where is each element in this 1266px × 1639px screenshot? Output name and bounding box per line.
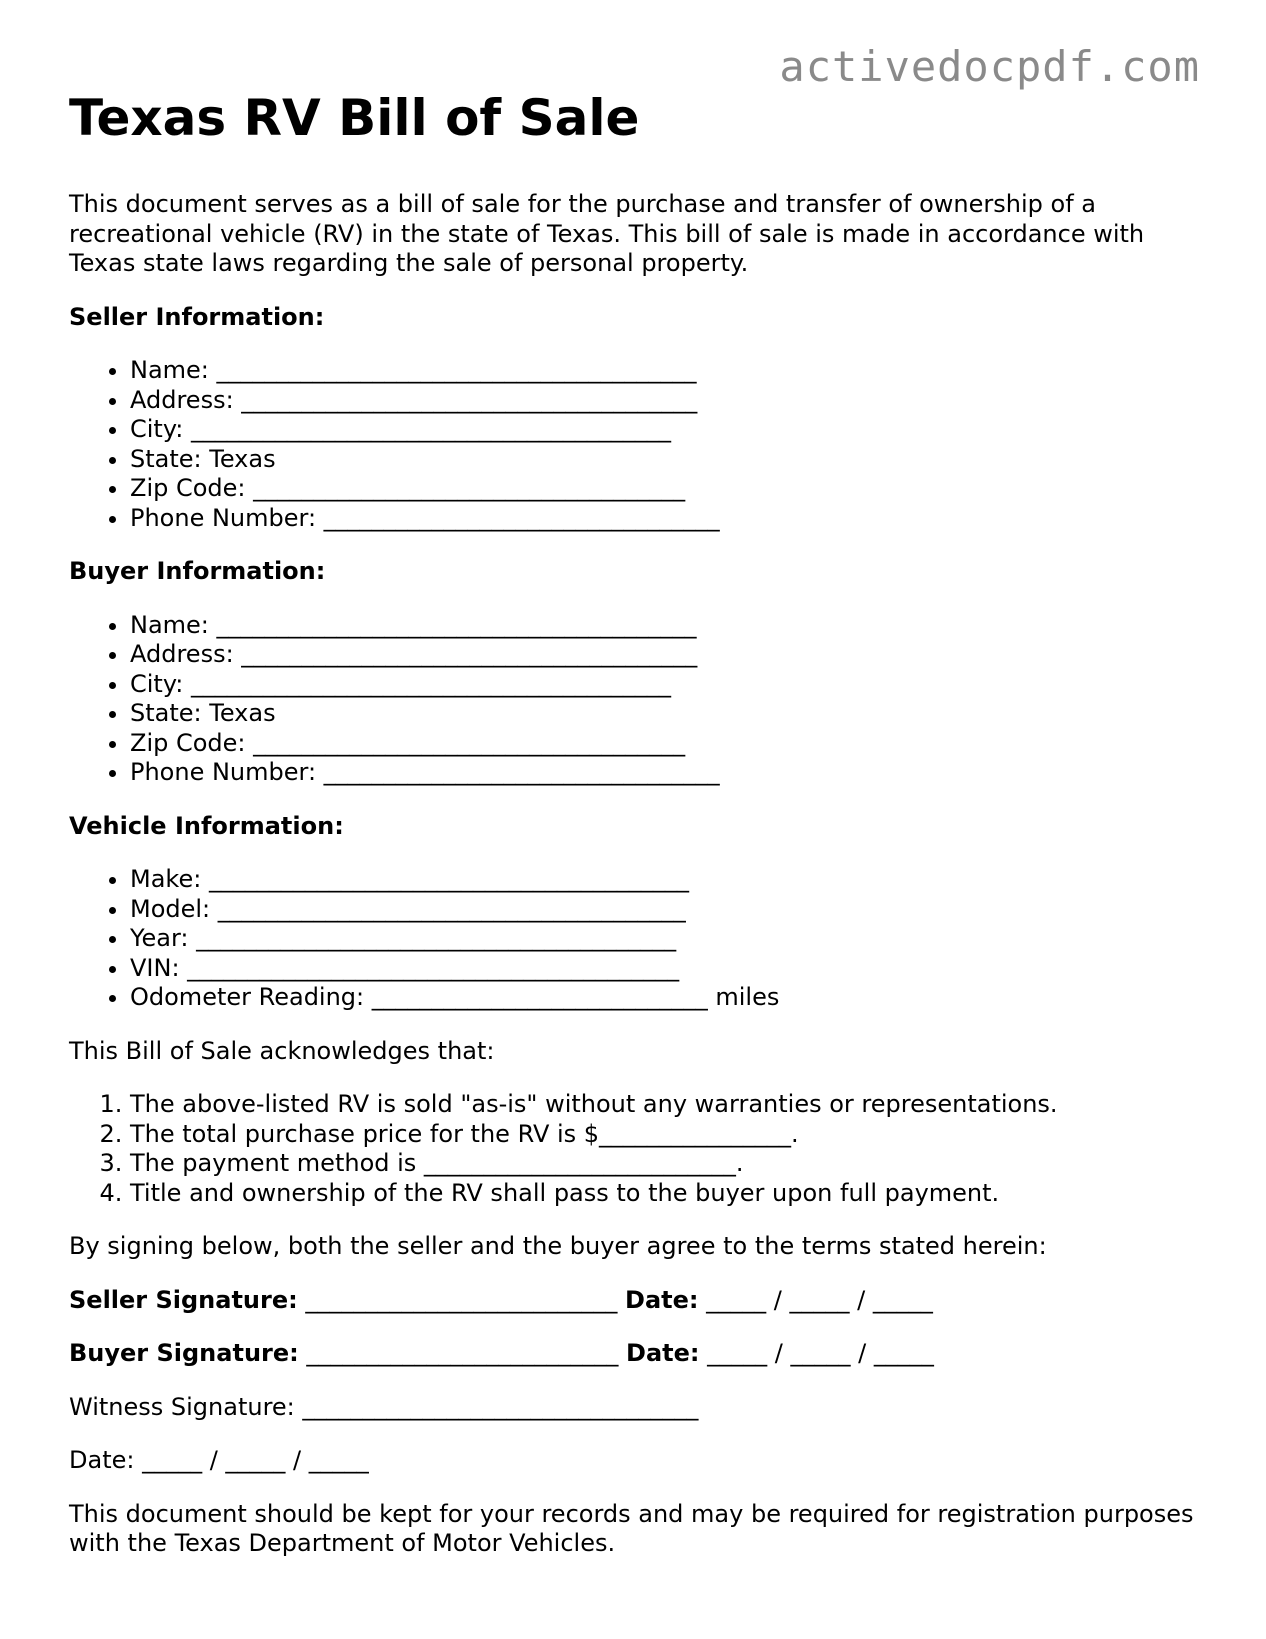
seller-heading: Seller Information: [69, 302, 325, 331]
buyer-list [69, 611, 1199, 788]
buyer-zip-field[interactable]: • Zip Code: ____________________________________ [130, 729, 1199, 759]
seller-city-field[interactable]: • City: ________________________________________ [130, 415, 1199, 445]
acknowledge-list [69, 1090, 1199, 1208]
buyer-signature-line[interactable]: __________________________ [306, 1339, 619, 1367]
buyer-signature-row [69, 1339, 1199, 1369]
watermark: activedocpdf.com [779, 42, 1200, 91]
vehicle-model-field[interactable]: • Model: _______________________________________ [130, 895, 1199, 925]
seller-date-label: Date: [625, 1285, 699, 1314]
seller-state: • State: Texas [130, 445, 1199, 475]
acknowledge-item: 4. Title and ownership of the RV shall pass to the buyer upon full payment. [130, 1179, 1199, 1209]
buyer-signature-label: Buyer Signature: [69, 1339, 299, 1367]
seller-signature-row [69, 1286, 1199, 1316]
vehicle-make-field[interactable]: • Make: ________________________________________ [130, 865, 1199, 895]
purchase-price-field[interactable]: 2. The total purchase price for the RV is $________________. [130, 1120, 1199, 1150]
witness-signature-field[interactable]: Witness Signature: _________________________________ [69, 1392, 699, 1421]
footer-note: This document should be kept for your records and may be required for registration purposes with the Texas Department of Motor Vehicles. [69, 1499, 1194, 1557]
buyer-name-field[interactable]: • Name: ________________________________________ [130, 611, 1199, 641]
witness-date-field[interactable]: Date: _____ / _____ / _____ [69, 1446, 369, 1474]
agree-paragraph: By signing below, both the seller and the buyer agree to the terms stated herein: [69, 1232, 1047, 1260]
page-title: Texas RV Bill of Sale [69, 89, 640, 147]
vehicle-vin-field[interactable]: • VIN: _________________________________________ [130, 954, 1199, 984]
acknowledge-lead: This Bill of Sale acknowledges that: [69, 1036, 495, 1065]
payment-method-field[interactable]: 3. The payment method is __________________________. [130, 1149, 1199, 1179]
seller-name-field[interactable]: • Name: ________________________________________ [130, 356, 1199, 386]
seller-signature-line[interactable]: __________________________ [305, 1285, 618, 1314]
buyer-state: • State: Texas [130, 699, 1199, 729]
vehicle-heading: Vehicle Information: [69, 811, 344, 840]
seller-address-field[interactable]: • Address: ______________________________________ [130, 386, 1199, 416]
acknowledge-item: 1. The above-listed RV is sold "as-is" without any warranties or representations. [130, 1090, 1199, 1120]
vehicle-list [69, 865, 1199, 1013]
document-page [69, 88, 1199, 1559]
buyer-date-line[interactable]: _____ / _____ / _____ [707, 1339, 934, 1367]
buyer-heading: Buyer Information: [69, 557, 326, 585]
vehicle-year-field[interactable]: • Year: ________________________________________ [130, 924, 1199, 954]
vehicle-odometer-field[interactable]: • Odometer Reading: ____________________________ miles [130, 983, 1199, 1013]
intro-paragraph: This document serves as a bill of sale for the purchase and transfer of ownership of a recreational vehicle (RV) in the state of Texas. This bill of sale is made in accordance with Texas state laws regarding the sale of personal property. [69, 190, 1145, 277]
seller-date-line[interactable]: _____ / _____ / _____ [706, 1285, 933, 1314]
seller-phone-field[interactable]: • Phone Number: _________________________________ [130, 504, 1199, 534]
seller-signature-label: Seller Signature: [69, 1285, 298, 1314]
buyer-date-label: Date: [626, 1339, 700, 1367]
buyer-address-field[interactable]: • Address: ______________________________________ [130, 640, 1199, 670]
buyer-city-field[interactable]: • City: ________________________________________ [130, 670, 1199, 700]
buyer-phone-field[interactable]: • Phone Number: _________________________________ [130, 758, 1199, 788]
seller-list [69, 356, 1199, 533]
seller-zip-field[interactable]: • Zip Code: ____________________________________ [130, 474, 1199, 504]
